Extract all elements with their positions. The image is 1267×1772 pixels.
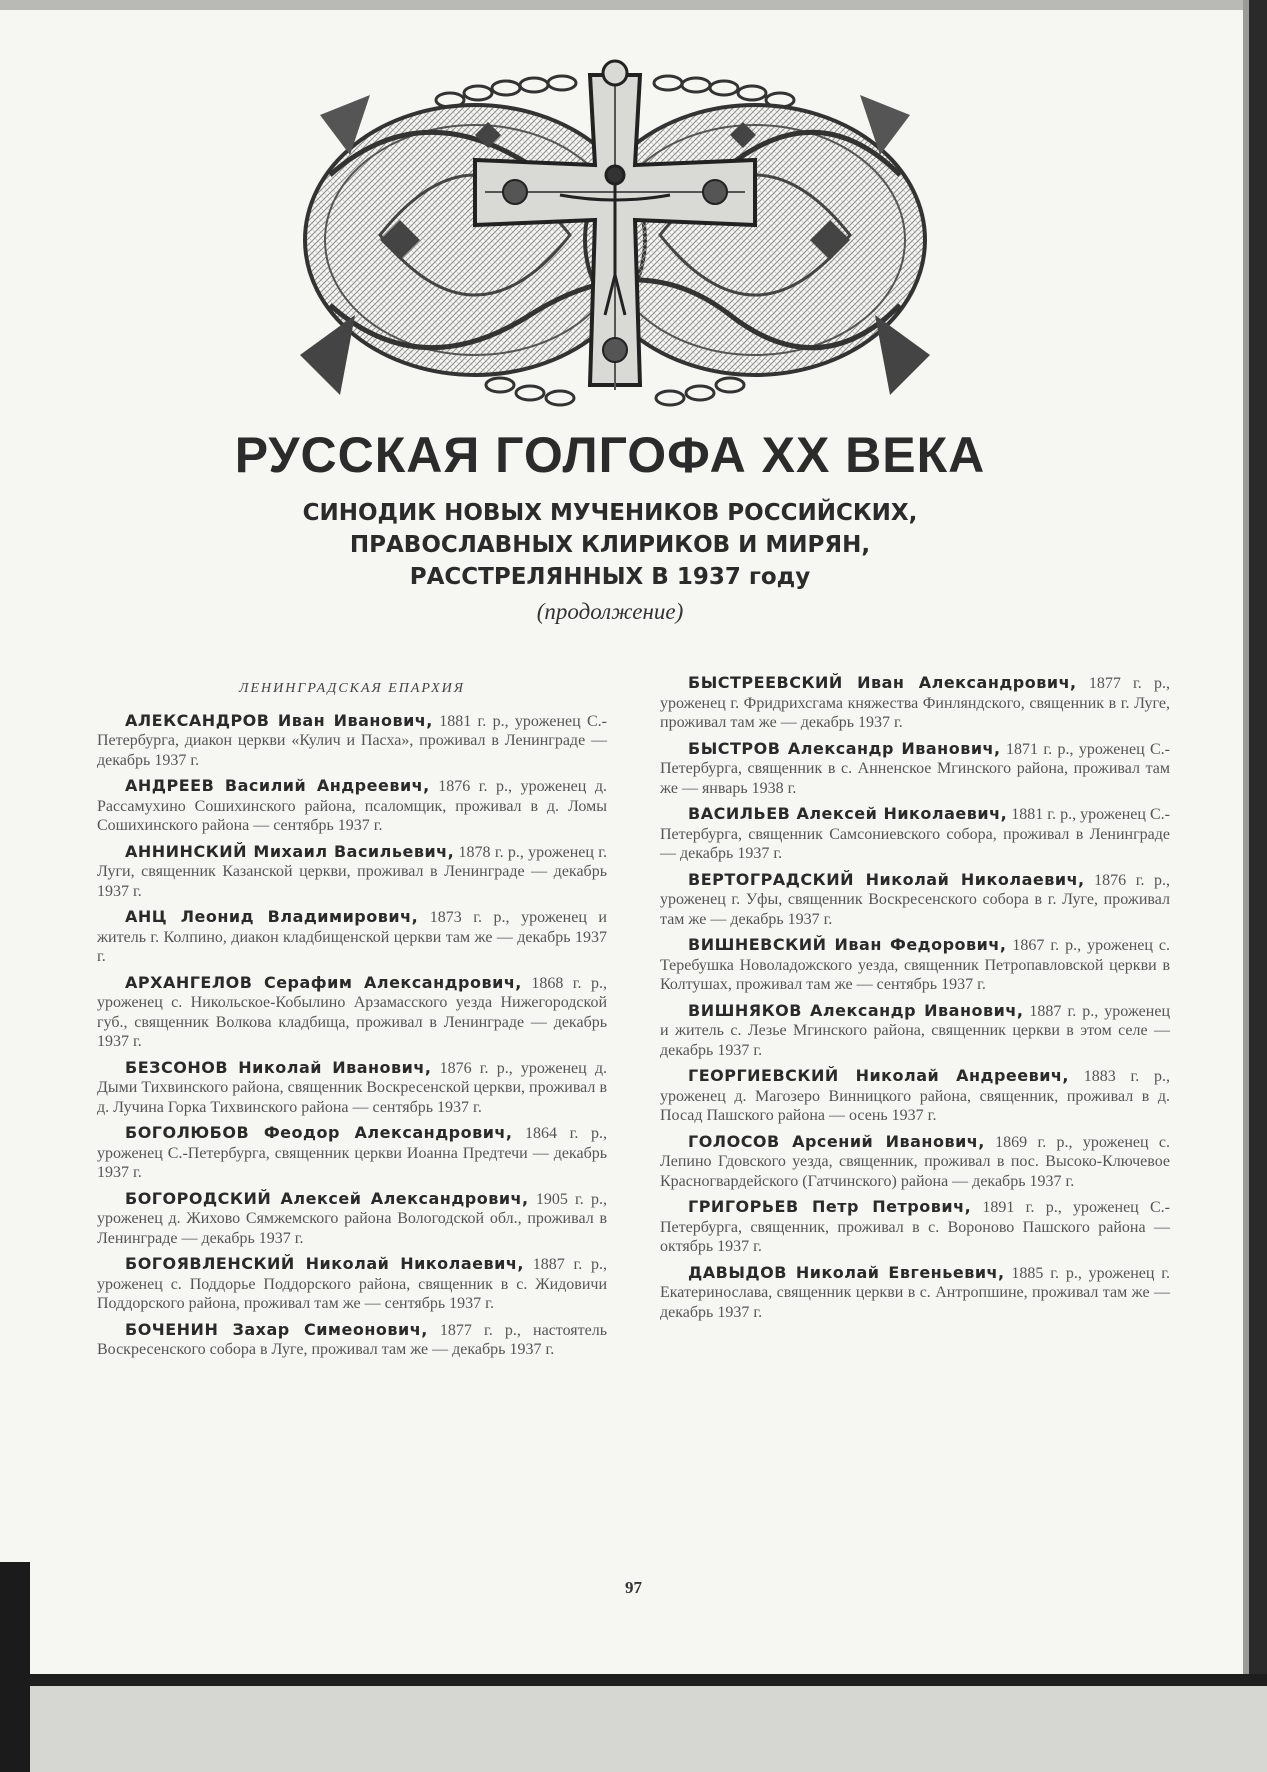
list-item xyxy=(660,935,1170,995)
entry-name: ВИШНЯКОВ Александр Иванович, xyxy=(688,1000,1024,1020)
entry-text: 1873 г. р., уроженец и житель г. Колпино, диакон кладбищенской церкви там же — декабрь 1937 г. xyxy=(97,909,607,965)
list-item xyxy=(97,1320,607,1360)
entry-name: БЫСТРОВ Александр Иванович, xyxy=(688,738,1001,758)
list-item xyxy=(660,804,1170,864)
scan-edge-bottom xyxy=(0,1686,1267,1772)
entry-text: 1887 г. р., уроженец с. Поддорье Поддорского района, священник в с. Жидовичи Поддорского района, проживал там же — сентябрь 1937 г. xyxy=(97,1256,608,1312)
entry-name: ДАВЫДОВ Николай Евгеньевич, xyxy=(688,1262,1005,1282)
entry-name: БОГОЯВЛЕНСКИЙ Николай Николаевич, xyxy=(125,1254,524,1273)
entry-text: 1869 г. р., уроженец с. Лепино Гдовского уезда, священник, проживал в пос. Высоко-Ключевое Красногвардейского (Гатчинского) района — декабрь 1937 г. xyxy=(660,1133,1170,1190)
page-title: РУССКАЯ ГОЛГОФА XX ВЕКА xyxy=(234,427,986,483)
entry-name: БОЧЕНИН Захар Симеонович, xyxy=(125,1319,428,1339)
entry-text: 1877 г. р., уроженец г. Фридрихсгама княжества Финляндского, священник в г. Луге, проживал там же — декабрь 1937 г. xyxy=(660,675,1170,731)
list-item xyxy=(97,1254,607,1314)
list-item xyxy=(660,1066,1170,1126)
entry-name: АРХАНГЕЛОВ Серафим Александрович, xyxy=(125,972,522,992)
scan-edge-bar xyxy=(0,1674,1267,1686)
list-item xyxy=(97,776,607,836)
entry-text: 1876 г. р., уроженец д. Дыми Тихвинского района, священник Воскресенской церкви, проживал в д. Лучина Горка Тихвинского района — сентябрь 1937 г. xyxy=(97,1059,607,1116)
entry-name: БОГОЛЮБОВ Феодор Александрович, xyxy=(125,1123,513,1142)
list-item xyxy=(660,870,1170,930)
list-item xyxy=(97,711,607,771)
entry-name: ВИШНЕВСКИЙ Иван Федорович, xyxy=(688,935,1007,954)
entry-name: ГРИГОРЬЕВ Петр Петрович, xyxy=(688,1197,972,1216)
entry-name: БЕЗСОНОВ Николай Иванович, xyxy=(125,1057,432,1077)
entry-text: 1868 г. р., уроженец с. Никольское-Кобылино Арзамасского уезда Нижегородской губ., священник Волкова кладбища, проживал в Ленинграде — декабрь 1937 г. xyxy=(97,974,607,1050)
entry-name: АННИНСКИЙ Михаил Васильевич, xyxy=(125,841,455,861)
list-item xyxy=(97,842,607,902)
list-item xyxy=(97,1058,607,1118)
left-column xyxy=(97,673,607,1573)
entry-name: БЫСТРЕЕВСКИЙ Иван Александрович, xyxy=(688,673,1077,692)
entry-name: АНДРЕЕВ Василий Андреевич, xyxy=(125,776,430,795)
list-item xyxy=(97,907,607,967)
entry-text: 1876 г. р., уроженец г. Уфы, священник Воскресенского собора в г. Луге, проживал там же — декабрь 1937 г. xyxy=(660,871,1171,928)
entry-text: 1867 г. р., уроженец с. Теребушка Новоладожского уезда, священник Петропавловской церкви в Колтушах, проживал там же — сентябрь 1937 г. xyxy=(660,937,1171,993)
subtitle-line: ПРАВОСЛАВНЫХ КЛИРИКОВ И МИРЯН, xyxy=(349,532,871,558)
continuation-note: (продолжение) xyxy=(536,599,684,624)
entry-name: ВЕРТОГРАДСКИЙ Николай Николаевич, xyxy=(688,869,1085,889)
list-item xyxy=(660,1132,1170,1192)
scan-edge-right xyxy=(1249,0,1267,1772)
list-item xyxy=(660,739,1170,799)
entry-text: 1883 г. р., уроженец д. Магозеро Винницкого района, священник, проживал в д. Посад Пашского района — осень 1937 г. xyxy=(660,1068,1170,1124)
entry-text: 1864 г. р., уроженец С.-Петербурга, священник церкви Иоанна Предтечи — декабрь 1937 г. xyxy=(97,1125,607,1181)
list-item xyxy=(660,1001,1170,1061)
entry-text: 1881 г. р., уроженец С.-Петербурга, священник Самсониевского собора, проживал в Ленинграде — декабрь 1937 г. xyxy=(660,806,1171,862)
list-item xyxy=(97,1189,607,1249)
text-columns xyxy=(97,673,1170,1573)
subtitle xyxy=(150,497,1070,593)
list-item xyxy=(660,1263,1170,1323)
ornament-cross-icon xyxy=(300,55,930,420)
subtitle-line: СИНОДИК НОВЫХ МУЧЕНИКОВ РОССИЙСКИХ, xyxy=(302,500,918,526)
entry-text: 1885 г. р., уроженец г. Екатеринослава, священник церкви в с. Антропшине, проживал там же — декабрь 1937 г. xyxy=(660,1264,1170,1321)
entry-text: 1891 г. р., уроженец С.-Петербурга, священник, проживал в с. Вороново Пашского района — октябрь 1937 г. xyxy=(660,1199,1171,1255)
right-column xyxy=(660,673,1170,1573)
list-item xyxy=(97,973,607,1052)
scan-edge-top xyxy=(0,0,1267,10)
list-item xyxy=(97,1123,607,1183)
section-heading: ЛЕНИНГРАДСКАЯ ЕПАРХИЯ xyxy=(239,681,465,696)
entry-name: ВАСИЛЬЕВ Алексей Николаевич, xyxy=(688,804,1008,823)
list-item xyxy=(660,673,1170,733)
entry-name: АНЦ Леонид Владимирович, xyxy=(125,907,419,926)
entry-text: 1878 г. р., уроженец г. Луги, священник Казанской церкви, проживал в Ленинграде — декабрь 1937 г. xyxy=(97,843,607,900)
entry-text: 1871 г. р., уроженец С.-Петербурга, священник в с. Анненское Мгинского района, проживал там же — январь 1938 г. xyxy=(660,740,1171,797)
entry-text: 1887 г. р., уроженец и житель с. Лезье Мгинского района, священник церкви в этом селе — декабрь 1937 г. xyxy=(660,1002,1171,1059)
entry-text: 1877 г. р., настоятель Воскресенского собора в Луге, проживал там же — декабрь 1937 г. xyxy=(97,1321,608,1358)
subtitle-line: РАССТРЕЛЯННЫХ В 1937 году xyxy=(409,564,811,590)
entry-name: АЛЕКСАНДРОВ Иван Иванович, xyxy=(125,710,433,730)
entry-name: БОГОРОДСКИЙ Алексей Александрович, xyxy=(125,1188,529,1208)
entry-text: 1876 г. р., уроженец д. Рассамухино Сошихинского района, псаломщик, проживал в д. Ломы Сошихинского района — сентябрь 1937 г. xyxy=(97,778,608,834)
list-item xyxy=(660,1197,1170,1257)
entry-name: ГОЛОСОВ Арсений Иванович, xyxy=(688,1131,985,1151)
title-block xyxy=(150,425,1070,625)
entry-text: 1881 г. р., уроженец С.-Петербурга, диакон церкви «Кулич и Пасха», проживал в Ленинграде — декабрь 1937 г. xyxy=(97,712,608,769)
page-number: 97 xyxy=(625,1578,642,1597)
entry-name: ГЕОРГИЕВСКИЙ Николай Андреевич, xyxy=(688,1066,1069,1085)
entry-text: 1905 г. р., уроженец д. Жихово Сямжемского района Вологодской обл., проживал в Ленинграде — декабрь 1937 г. xyxy=(97,1190,607,1247)
